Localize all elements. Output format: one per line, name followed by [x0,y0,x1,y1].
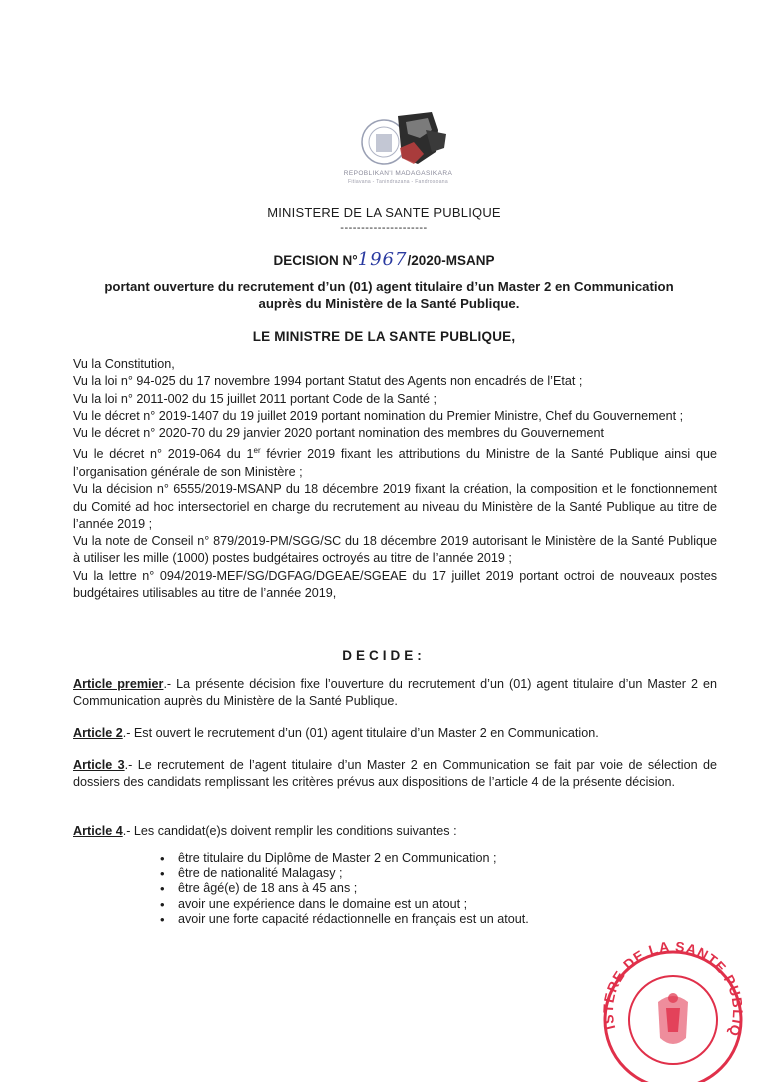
list-item: • être de nationalité Malagasy ; [160,866,680,881]
conditions-list [160,851,680,927]
visa-item: Vu le décret n° 2019-1407 du 19 juillet 2019 portant nomination du Premier Ministre, Chef du Gouvernement ; [73,408,684,423]
article-premier [73,676,717,711]
article-3 [73,757,717,792]
article-label: Article premier [73,677,164,691]
superscript: er [253,446,261,456]
article-text: .- La présente décision fixe l’ouverture du recrutement d’un (01) agent titulaire d’un Master 2 en Communication auprès du Ministère de la Santé Publique. [73,677,717,709]
decide-heading: DECIDE: [342,648,426,663]
decision-title [0,249,768,270]
visa-item: Vu le décret n° 2020-70 du 29 janvier 2020 portant nomination des membres du Gouvernement [73,426,605,441]
visa-item: Vu la Constitution, [73,357,175,371]
article-text: .- Les candidat(e)s doivent remplir les conditions suivantes : [122,824,457,838]
article-4 [73,823,717,840]
list-item: • avoir une expérience dans le domaine est un atout ; [160,897,680,912]
emblem-motto: Fitiavana - Tanindrazana - Fandrosoana [348,179,448,185]
ministry-seal-icon [598,942,748,1082]
list-item: • avoir une forte capacité rédactionnelle en français est un atout. [160,912,680,927]
separator: --------------------- [340,222,428,234]
decision-suffix: /2020-MSANP [407,253,495,268]
coat-of-arms-icon [340,108,456,170]
ministry-heading: MINISTERE DE LA SANTE PUBLIQUE [267,205,501,220]
visa-item: Vu la décision n° 6555/2019-MSANP du 18 décembre 2019 fixant la création, la composition et le fonctionnement du Comité ad hoc intersectoriel en charge du recrutement au niveau du Ministère de la Santé Publique au titre de l’année 2019 ; [73,482,717,531]
decision-prefix: DECISION N° [273,253,358,268]
republic-emblem [318,108,478,188]
visa-item: Vu la loi n° 94-025 du 17 novembre 1994 portant Statut des Agents non encadrés de l’Etat ; [73,374,583,389]
visa-item: Vu la note de Conseil n° 879/2019-PM/SGG/SC du 18 décembre 2019 autorisant le Ministère de la Santé Publique à utiliser les mille (1000) postes budgétaires octroyés au titre de l’année 2019 ; [73,534,717,566]
article-2 [73,725,717,742]
visa-item [73,442,717,481]
article-label: Article 4 [73,824,123,838]
article-text: .- Le recrutement de l’agent titulaire d’un Master 2 en Communication se fait par voie de sélection de dossiers des candidats remplissant les critères prévus aux dispositions de l’article 4 de la présente décision. [73,758,717,790]
emblem-name: REPOBLIKAN'I MADAGASIKARA [343,170,453,177]
visas-section [73,356,717,602]
list-item: • être âgé(e) de 18 ans à 45 ans ; [160,881,680,896]
svg-text:MINISTERE DE LA SANTE PUBLIQUE: ISTERE DE LA SANTE PUBLIQ [599,942,747,1039]
visa-text: février 2019 fixant les attributions du Ministre de la Santé Publique ainsi que l’organisation générale de son Ministère ; [73,447,717,479]
decision-number: 1967 [357,249,408,270]
article-text: .- Est ouvert le recrutement d’un (01) agent titulaire d’un Master 2 en Communication. [122,726,599,740]
subject-line-1: portant ouverture du recrutement d’un (01) agent titulaire d’un Master 2 en Communication [104,279,674,294]
decision-subject [84,278,694,312]
visa-text: Vu le décret n° 2019-064 du 1 [73,447,254,462]
subject-line-2: auprès du Ministère de la Santé Publique. [258,296,520,311]
visa-item: Vu la lettre n° 094/2019-MEF/SG/DGFAG/DGEAE/SGEAE du 17 juillet 2019 portant octroi de nouveaux postes budgétaires utilisables au titre de l’année 2019, [73,568,717,601]
list-item: • être titulaire du Diplôme de Master 2 en Communication ; [160,851,680,866]
article-label: Article 2 [73,726,123,740]
minister-heading: LE MINISTRE DE LA SANTE PUBLIQUE, [252,329,516,344]
official-stamp [598,942,748,1082]
article-label: Article 3 [73,758,125,772]
visa-item: Vu la loi n° 2011-002 du 15 juillet 2011 portant Code de la Santé ; [73,391,437,406]
